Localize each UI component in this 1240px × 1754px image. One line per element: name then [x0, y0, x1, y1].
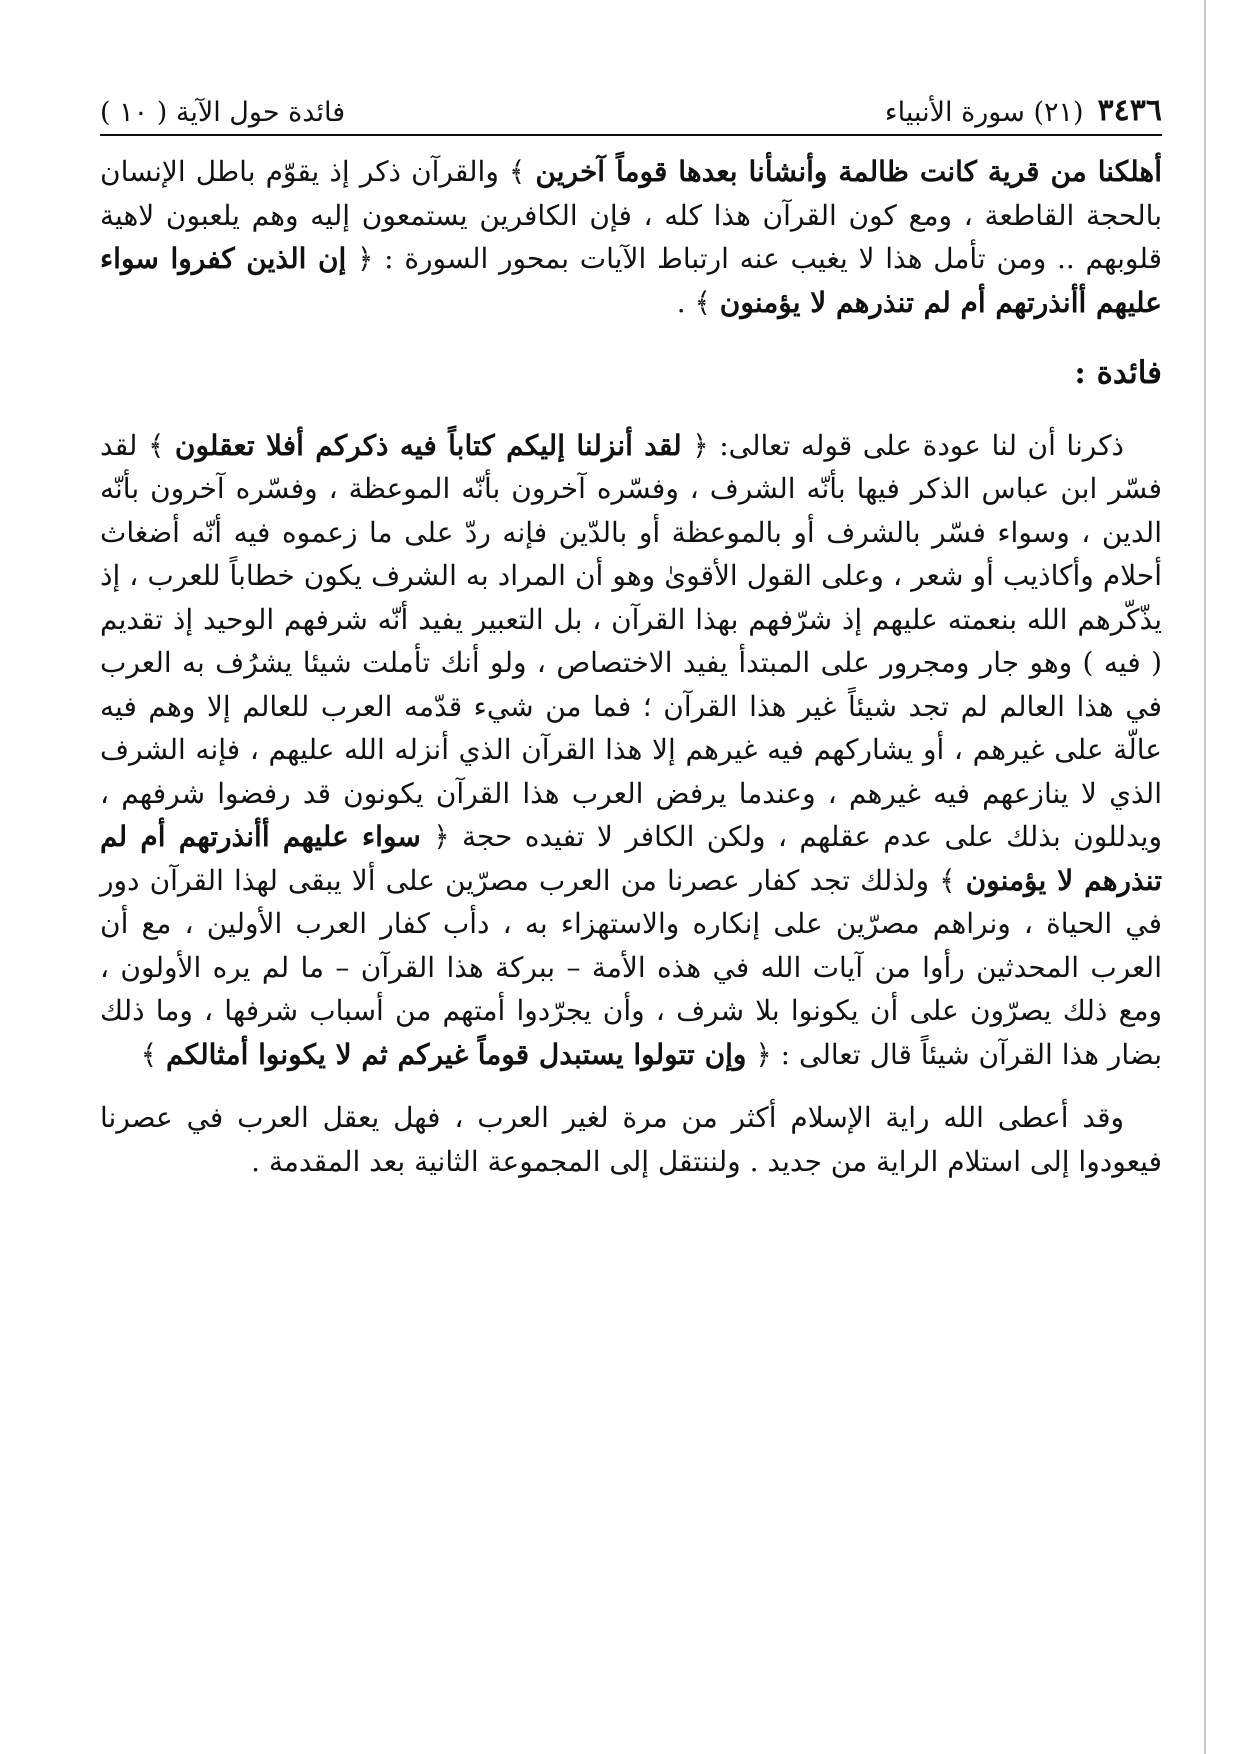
- paragraph-main: [100, 424, 1162, 1077]
- body-text: والقرآن ذكر إذ يقوّم باطل الإنسان بالحجة القاطعة ، ومع كون القرآن هذا كله ، فإن الكافرين يستمعون إليه وهم يلعبون لاهية قلوبهم .. ومن تأمل هذا لا يغيب عنه ارتباط الآيات بمحور السورة :: [100, 155, 1162, 275]
- header-right-group: [885, 93, 1162, 128]
- body-text: ﴾: [140, 1037, 166, 1071]
- quran-verse-text: لقد أنزلنا إليكم كتاباً فيه ذكركم أفلا تعقلون: [174, 428, 682, 462]
- quran-verse-text: إن الذين كفروا سواء عليهم أأنذرتهم أم لم تنذرهم لا يؤمنون: [100, 242, 1162, 319]
- page-number: ٣٤٣٦: [1097, 93, 1162, 128]
- body-text: ﴿: [346, 242, 374, 275]
- body-text: ﴾: [929, 863, 966, 897]
- body-text: لقد فسّر ابن عباس الذكر فيها بأنّه الشرف ، وفسّره آخرون بأنّه الموعظة ، وفسّره آخرون بأنّه الدين ، وسواء فسّر بالشرف أو بالموعظة أو بالدّين فإنه ردّ على ما زعموه فيه أنّه أضغاث أحلام وأكاذيب أو شعر ، وعلى القول الأقوىٰ وهو أن المراد به الشرف يكون خطاباً للعرب ، إذ يذّكّرهم الله بنعمته عليهم إذ شرّفهم بهذا القرآن ، بل التعبير يفيد أنّه شرفهم الوحيد إذ تقديم ( فيه ) وهو جار ومجرور على المبتدأ يفيد الاختصاص ، ولو أنك تأملت شيئا يشرُف به العرب في هذا العالم لم تجد شيئاً غير هذا القرآن ؛ فما من شيء قدّمه العرب للعالم إلا وهم فيه عالّة على غيرهم ، أو يشاركهم فيه غيرهم إلا هذا القرآن الذي أنزله الله عليهم ، فإنه الشرف الذي لا ينازعهم فيه غيرهم ، وعندما يرفض العرب هذا القرآن يكونون قد رفضوا شرفهم ، ويدللون بذلك على عدم عقلهم ، ولكن الكافر لا تفيده حجة: [100, 428, 1163, 853]
- body-text: وقد أعطى الله راية الإسلام أكثر من مرة لغير العرب ، فهل يعقل العرب في عصرنا فيعودوا إلى استلام الراية من جديد . ولننتقل إلى المجموعة الثانية بعد المقدمة .: [100, 1101, 1162, 1178]
- main-text: [100, 150, 1162, 1183]
- body-text: ذكرنا أن لنا عودة على قوله تعالى:: [708, 428, 1124, 462]
- page-edge-line: [1204, 0, 1206, 1754]
- paragraph-closing: [100, 1096, 1162, 1183]
- header-topic: فائدة حول الآية ( ١٠ ): [100, 97, 346, 128]
- paragraph-continuation: [100, 150, 1162, 324]
- body-text: ﴾: [137, 428, 175, 462]
- body-text: ﴿: [746, 1037, 772, 1071]
- quran-verse-text: أهلكنا من قرية كانت ظالمة وأنشأنا بعدها قوماً آخرين: [535, 155, 1162, 188]
- quran-verse-text: وإن تتولوا يستبدل قوماً غيركم ثم لا يكونوا أمثالكم: [165, 1037, 747, 1071]
- section-title: فائدة :: [1074, 355, 1162, 391]
- header-rule: [100, 134, 1162, 136]
- running-header: [100, 78, 1162, 128]
- body-text: ﴾ .: [676, 285, 720, 319]
- body-text: ﴾: [498, 155, 536, 188]
- body-text: ﴿: [681, 428, 709, 462]
- body-text: ولذلك تجد كفار عصرنا من العرب مصرّين على ألا يبقى لهذا القرآن دور في الحياة ، ونراهم مصرّين على إنكاره والاستهزاء به ، دأب كفار العرب الأولين ، مع أن العرب المحدثين رأوا من آيات الله في هذه الأمة – ببركة هذا القرآن – ما لم يره الأولون ، ومع ذلك يصرّون على أن يكونوا بلا شرف ، وأن يجرّدوا أمتهم من أسباب شرفها ، وما ذلك بضار هذا القرآن شيئاً قال تعالى :: [100, 863, 1162, 1071]
- body-text: ﴿: [420, 820, 450, 853]
- surah-title: (٢١) سورة الأنبياء: [884, 97, 1084, 128]
- quran-verse-text: سواء عليهم أأنذرتهم أم لم تنذرهم لا يؤمنون: [100, 820, 1162, 897]
